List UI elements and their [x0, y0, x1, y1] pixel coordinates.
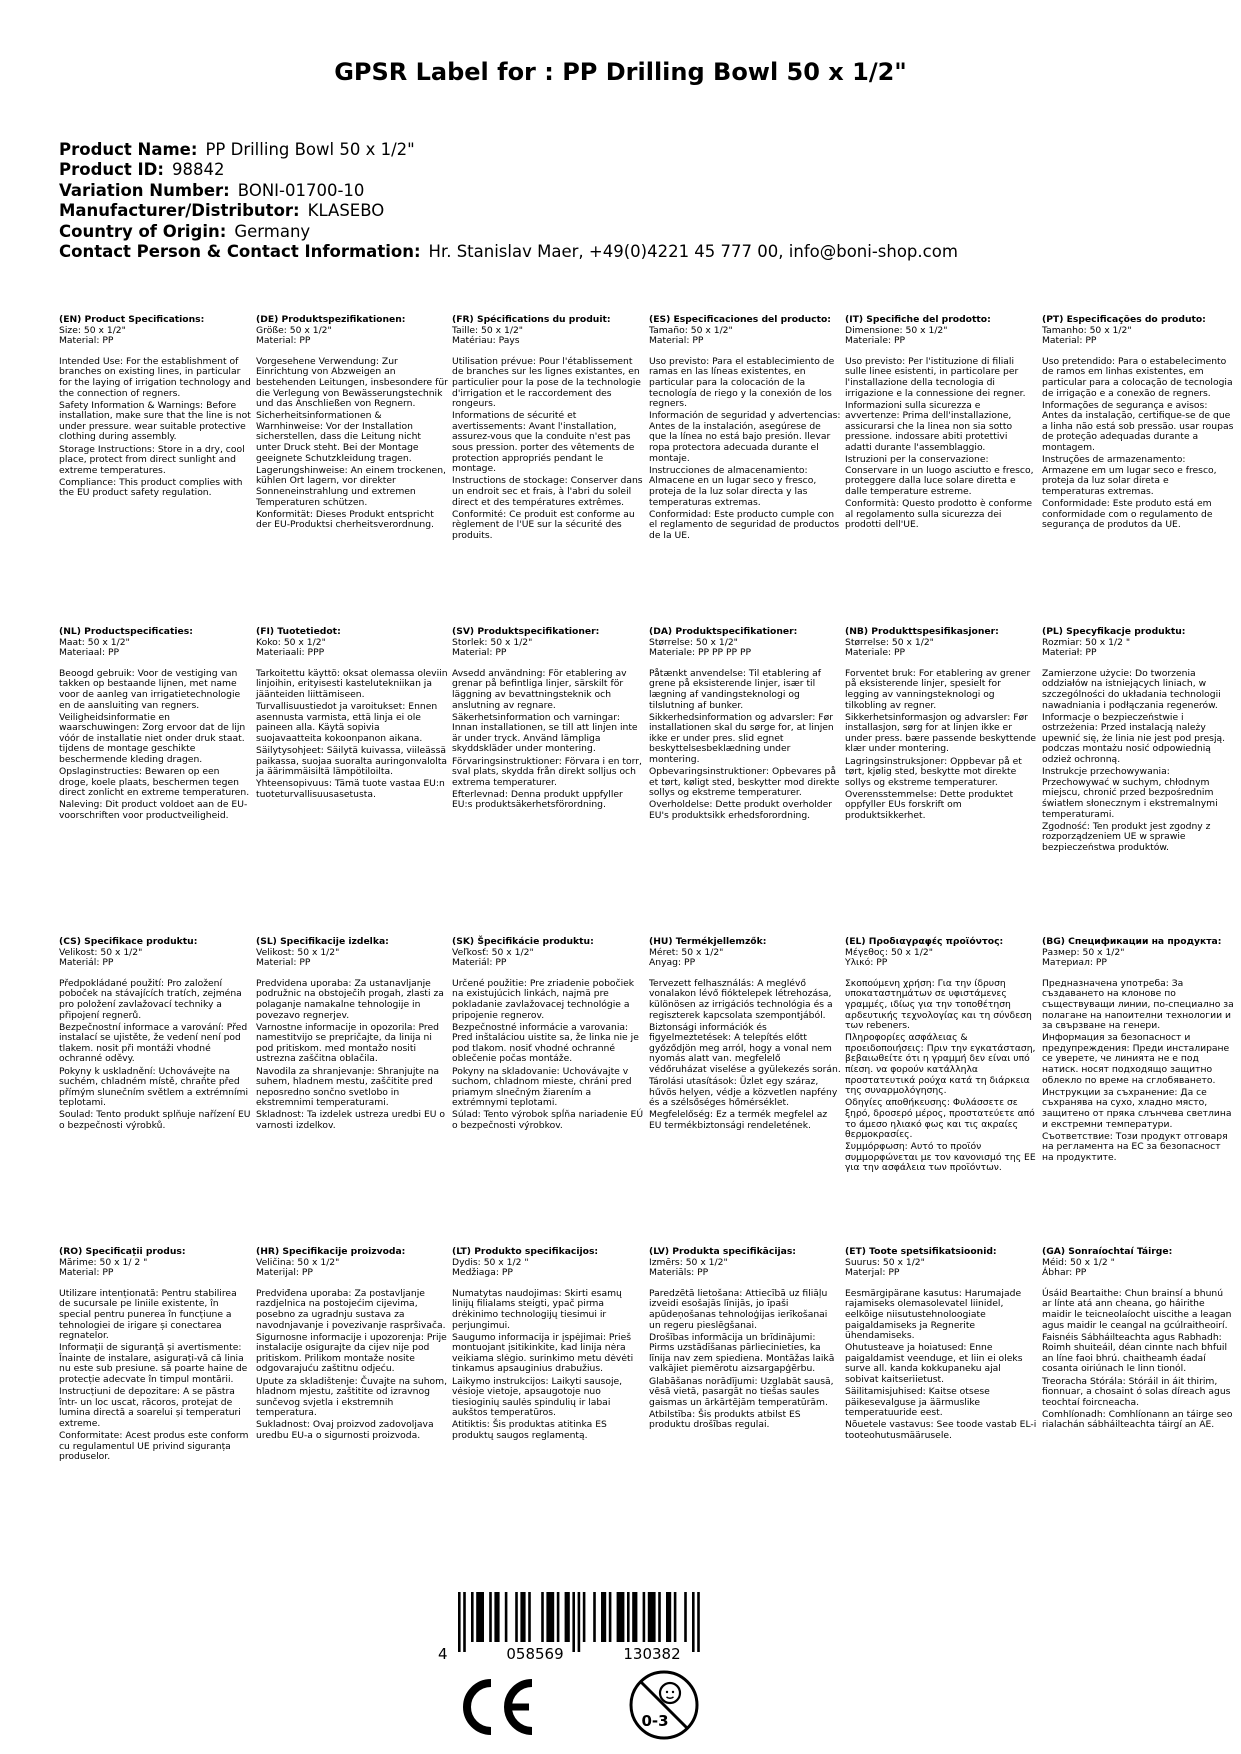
- spec-paragraph: Sikkerhedsinformation og advarsler: Før installationen skal du sørge for, at linjen ikke er under pres. slid egnet beskyttelsesbeklædning under montering.: [649, 711, 834, 766]
- spec-paragraph: Instrucțiuni de depozitare: A se păstra într- un loc uscat, răcoros, protejat de lumina directă a soarelui și temperaturi extreme.: [59, 1386, 241, 1429]
- spec-paragraph: Atitiktis: Šis produktas atitinka ES produktų saugos reglamentą.: [452, 1419, 607, 1441]
- barcode-bar: [520, 1592, 525, 1642]
- spec-paragraph: Predvidena uporaba: Za ustanavljanje podružnic na obstoječih progah, zlasti za polaganje namakalne tehnologije in povezavo regnerjev.: [256, 977, 444, 1021]
- spec-paragraph: Sukladnost: Ovaj proizvod zadovoljava uredbu EU-a o sigurnosti proizvoda.: [256, 1419, 434, 1441]
- spec-heading: (FI) Tuotetiedot:: [256, 626, 341, 637]
- product-info-row: [59, 201, 958, 221]
- spec-heading: (EL) Προδιαγραφές προϊόντος:: [845, 936, 1004, 947]
- product-info-row: [59, 242, 958, 262]
- barcode-digit-prefix: 4: [438, 1645, 448, 1662]
- spec-heading: (RO) Specificații produs:: [59, 1246, 186, 1257]
- spec-block: [256, 937, 448, 1133]
- spec-block: [452, 1247, 644, 1443]
- spec-heading: (HU) Termékjellemzők:: [649, 936, 767, 947]
- product-info-value: Hr. Stanislav Maer, +49(0)4221 45 777 00, info@boni-shop.com: [428, 242, 958, 262]
- spec-paragraph: Numatytas naudojimas: Skirti esamų linijų filialams steigti, ypač pirma drėkinimo technologijų tiesimui ir perjungimui.: [452, 1287, 622, 1331]
- spec-paragraph: Förvaringsinstruktioner: Förvara i en torr, sval plats, skydda från direkt solljus och extrema temperaturer.: [452, 755, 642, 788]
- spec-paragraph: Informações de segurança e avisos: Antes da instalação, certifique-se de que a linha não está sob pressão. usar roupas de proteção adequadas durante a montagem.: [1042, 399, 1234, 454]
- spec-paragraph: Bezpečnostní informace a varování: Před instalací se ujistěte, že vedení není pod tlakem. nosit při montáži vhodné ochranné oděvy.: [59, 1021, 248, 1065]
- barcode-bar: [489, 1592, 492, 1642]
- spec-paragraph: Säilytysohjeet: Säilytä kuivassa, viileässä paikassa, suojaa suoralta auringonvalolta ja äärimmäisiltä lämpötiloilta.: [256, 744, 448, 778]
- barcode-bar: [557, 1592, 560, 1642]
- spec-material: Материал: PP: [1042, 957, 1107, 969]
- barcode-bar: [593, 1592, 596, 1642]
- product-info-row: [59, 140, 958, 160]
- spec-material: Medžiaga: PP: [452, 1267, 513, 1279]
- age-warning-0-3-icon: [628, 1669, 700, 1741]
- spec-paragraph: Zamierzone użycie: Do tworzenia oddziałów na istniejących liniach, w szczególności do układania technologii nawadniania i podłączania regenerów.: [1042, 667, 1221, 711]
- product-info-value: PP Drilling Bowl 50 x 1/2": [205, 140, 415, 159]
- barcode-bar: [458, 1592, 461, 1652]
- barcode-bar: [697, 1592, 700, 1652]
- spec-material: Materiál: PP: [59, 957, 114, 969]
- spec-paragraph: Påtænkt anvendelse: Til etablering af grene på eksisterende linjer, især til lægning af vandingsteknologi og tilslutning af bunker.: [649, 667, 821, 711]
- spec-block: [845, 1247, 1037, 1443]
- spec-paragraph: Ohutusteave ja hoiatused: Enne paigaldamist veenduge, et liin ei oleks surve all. kanda kokkupaneku ajal sobivat kaitseriietust.: [845, 1342, 1023, 1386]
- barcode-bars: [458, 1592, 700, 1652]
- barcode-bar: [609, 1592, 612, 1642]
- spec-heading: (GA) Sonraíochtaí Táirge:: [1042, 1246, 1173, 1257]
- spec-paragraph: Overholdelse: Dette produkt overholder EU's produktsikk erhedsforordning.: [649, 799, 833, 821]
- barcode-bar: [583, 1592, 586, 1642]
- spec-paragraph: Conformidade: Este produto está em conformidade com o regulamento de segurança de produtos da UE.: [1042, 498, 1213, 531]
- spec-size: Størrelse: 50 x 1/2": [649, 636, 738, 648]
- spec-heading: (CS) Specifikace produktu:: [59, 936, 198, 947]
- spec-paragraph: Saugumo informacija ir įspėjimai: Prieš montuojant įsitikinkite, kad linija nėra veikiama slėgio. surinkimo metu dėvėti tinkamus apsauginius drabužius.: [452, 1331, 634, 1375]
- spec-paragraph: Sigurnosne informacije i upozorenja: Prije instalacije osigurajte da cijev nije pod pritiskom. Prilikom montaže nosite odgovarajuću zaštitnu odjeću.: [256, 1331, 447, 1375]
- spec-material: Materiale: PP PP PP PP: [649, 647, 752, 659]
- spec-material: Material: PP: [59, 335, 114, 347]
- spec-heading: (LT) Produkto specifikacijos:: [452, 1246, 599, 1257]
- product-info-label: Country of Origin:: [59, 221, 227, 241]
- spec-heading: (BG) Спецификации на продукта:: [1042, 936, 1222, 947]
- spec-paragraph: Информация за безопасност и предупреждения: Преди инсталиране се уверете, че линията не е под натиск. носят подходящо защитно облекло по време на сглобяването.: [1042, 1032, 1230, 1086]
- spec-paragraph: Οδηγίες αποθήκευσης: Φυλάσσετε σε ξηρό, δροσερό μέρος, προστατεύετε από το άμεσο ηλιακό φως και τις ακραίες θερμοκρασίες.: [845, 1097, 1035, 1141]
- spec-heading: (NB) Produkttspesifikasjoner:: [845, 626, 999, 637]
- spec-block: [59, 315, 251, 501]
- spec-paragraph: Laikymo instrukcijos: Laikyti sausoje, vėsioje vietoje, apsaugotoje nuo tiesioginių saulės spindulių ir labai aukštos temperatūros.: [452, 1375, 623, 1419]
- product-info-value: BONI-01700-10: [237, 180, 365, 200]
- spec-material: Materijal: PP: [256, 1267, 313, 1279]
- spec-heading: (NL) Productspecificaties:: [59, 626, 193, 637]
- spec-block: [845, 627, 1037, 823]
- spec-material: Anyag: PP: [649, 957, 696, 969]
- spec-paragraph: Treoracha Stórála: Stóráil in áit thirim, fionnuar, a chosaint ó solas díreach agus teochtaí foircneacha.: [1042, 1375, 1231, 1408]
- spec-paragraph: Informations de sécurité et avertissements: Avant l'installation, assurez-vous que la conduite n'est pas sous pression. porter des vêtements de protection appropriés pendant le montage.: [452, 410, 635, 475]
- barcode: [430, 1592, 760, 1662]
- spec-heading: (ES) Especificaciones del producto:: [649, 314, 831, 325]
- spec-heading: (PT) Especificações do produto:: [1042, 314, 1206, 325]
- barcode-bar: [463, 1592, 466, 1652]
- spec-paragraph: Avsedd användning: För etablering av grenar på befintliga linjer, särskilt för läggning av bevattningsteknik och anslutning av regnare.: [452, 667, 627, 711]
- spec-paragraph: Navodila za shranjevanje: Shranjujte na suhem, hladnem mestu, zaščitite pred neposredno sončno svetlobo in ekstremnimi temperaturami.: [256, 1065, 440, 1109]
- spec-size: Veľkosť: 50 x 1/2": [452, 946, 534, 958]
- spec-material: Materjal: PP: [845, 1267, 900, 1279]
- spec-paragraph: Utilizare intenționată: Pentru stabilirea de sucursale pe liniile existente, în special pentru punerea în funcțiune a tehnologiei de irigare și conectarea regnatelor.: [59, 1287, 237, 1342]
- product-info-row: [59, 160, 958, 180]
- product-info-value: 98842: [171, 160, 225, 180]
- spec-block: [256, 627, 448, 802]
- barcode-bar: [632, 1592, 637, 1642]
- spec-material: Materiał: PP: [1042, 647, 1097, 659]
- spec-size: Méret: 50 x 1/2": [649, 946, 724, 958]
- spec-paragraph: Skladnost: Ta izdelek ustreza uredbi EU o varnosti izdelkov.: [256, 1109, 446, 1131]
- spec-material: Materiāls: PP: [649, 1267, 709, 1279]
- barcode-bar: [627, 1592, 630, 1642]
- spec-material: Materiale: PP: [845, 647, 906, 659]
- spec-heading: (IT) Specifiche del prodotto:: [845, 314, 991, 325]
- product-info: [59, 140, 958, 262]
- spec-paragraph: Nõuetele vastavus: See toode vastab EL-i tooteohutusmäärusele.: [845, 1419, 1037, 1441]
- spec-heading: (SV) Produktspecifikationer:: [452, 626, 600, 637]
- barcode-bar: [572, 1592, 575, 1652]
- spec-heading: (ET) Toote spetsifikatsioonid:: [845, 1246, 997, 1257]
- spec-paragraph: Conformità: Questo prodotto è conforme al regolamento sulla sicurezza dei prodotti dell'UE.: [845, 498, 1033, 531]
- barcode-bar: [541, 1592, 544, 1642]
- spec-paragraph: Pokyny na skladovanie: Uchovávajte v suchom, chladnom mieste, chráni pred priamym slnečným žiarením a extrémnymi teplotami.: [452, 1065, 632, 1109]
- spec-paragraph: Atbilstība: Šis produkts atbilst ES produktu drošības regulai.: [649, 1408, 801, 1431]
- barcode-bar: [643, 1592, 646, 1642]
- spec-paragraph: Säkerhetsinformation och varningar: Innan installationen, se till att linjen inte är under tryck. Använd lämpliga skyddskläder under montering.: [452, 711, 638, 755]
- spec-paragraph: Uso previsto: Para el establecimiento de ramas en las líneas existentes, en particular para la colocación de la tecnología de riego y la conexión de los regners.: [649, 355, 835, 410]
- spec-size: Tamaño: 50 x 1/2": [649, 324, 733, 336]
- barcode-bar: [565, 1592, 570, 1642]
- spec-paragraph: Varnostne informacije in opozorila: Pred namestitvijo se prepričajte, da linija ni pod pritiskom. med montažo nositi ustrezna zaščitna oblačila.: [256, 1021, 439, 1065]
- spec-material: Υλικό: PP: [845, 957, 888, 969]
- barcode-bar: [666, 1592, 671, 1642]
- spec-paragraph: Forventet bruk: For etablering av grener på eksisterende linjer, spesielt for legging av vanningsteknologi og tilkobling av regner.: [845, 667, 1031, 711]
- spec-block: [59, 937, 251, 1133]
- barcode-bar: [546, 1592, 554, 1642]
- spec-size: Rozmiar: 50 x 1/2 ": [1042, 636, 1131, 648]
- spec-paragraph: Biztonsági információk és figyelmeztetések: A telepítés előtt győződjön meg arról, hogy a vonal nem nyomás alatt van. megfelelő védőruházat viselése a gyülekezés során.: [649, 1021, 841, 1076]
- spec-block: [452, 627, 644, 813]
- spec-block: [1042, 315, 1234, 532]
- spec-material: Ábhar: PP: [1042, 1267, 1087, 1279]
- spec-paragraph: Konformität: Dieses Produkt entspricht der EU-Produktsi cherheitsverordnung.: [256, 508, 434, 531]
- spec-size: Velikost: 50 x 1/2": [59, 946, 143, 958]
- spec-size: Tamanho: 50 x 1/2": [1042, 324, 1132, 336]
- spec-heading: (SL) Specifikacije izdelka:: [256, 936, 389, 947]
- barcode-bar: [528, 1592, 531, 1642]
- product-info-row: [59, 222, 958, 242]
- spec-paragraph: Intended Use: For the establishment of branches on existing lines, in particular for the laying of irrigation technology and the connection of regners.: [59, 355, 251, 399]
- product-info-label: Product ID:: [59, 160, 164, 180]
- spec-heading: (EN) Product Specifications:: [59, 314, 205, 325]
- spec-heading: (PL) Specyfikacje produktu:: [1042, 626, 1186, 637]
- spec-size: Μέγεθος: 50 x 1/2": [845, 946, 933, 958]
- spec-paragraph: Soulad: Tento produkt splňuje nařízení EU o bezpečnosti výrobků.: [59, 1109, 251, 1131]
- spec-size: Méid: 50 x 1/2 ": [1042, 1256, 1115, 1268]
- spec-material: Materiaali: PPP: [256, 647, 325, 659]
- spec-block: [59, 1247, 251, 1464]
- barcode-bar: [471, 1592, 474, 1642]
- spec-paragraph: Glabāšanas norādījumi: Uzglabāt sausā, vēsā vietā, pasargāt no tiešas saules gaismas un ārkārtējām temperatūrām.: [649, 1375, 834, 1408]
- spec-paragraph: Sicherheitsinformationen & Warnhinweise: Vor der Installation sicherstellen, dass die Leitung nicht unter Druck steht. Bei der Montage geeignete Schutzkleidung tragen.: [256, 410, 422, 464]
- spec-block: [845, 937, 1037, 1175]
- spec-heading: (LV) Produkta specifikācijas:: [649, 1246, 796, 1257]
- spec-paragraph: Upute za skladištenje: Čuvajte na suhom, hladnom mjestu, zaštitite od izravnog sunčevog svjetla i ekstremnih temperatura.: [256, 1375, 448, 1419]
- spec-size: Размер: 50 x 1/2": [1042, 946, 1125, 958]
- spec-paragraph: Sikkerhetsinformasjon og advarsler: Før installasjon, sørg for at linjen ikke er under press. bære passende beskyttende klær under montering.: [845, 711, 1037, 755]
- spec-paragraph: Съответствие: Този продукт отговаря на регламента на ЕС за безопасност на продуктите.: [1042, 1130, 1228, 1163]
- spec-block: [256, 1247, 448, 1443]
- spec-material: Materiaal: PP: [59, 647, 120, 659]
- spec-size: Size: 50 x 1/2": [59, 324, 126, 336]
- spec-paragraph: Bezpečnostné informácie a varovania: Pred inštaláciou uistite sa, že linka nie je pod tlakom. nosiť vhodné ochranné oblečenie počas montáže.: [452, 1021, 639, 1065]
- spec-size: Izmērs: 50 x 1/2": [649, 1256, 728, 1268]
- spec-paragraph: Compliance: This product complies with the EU product safety regulation.: [59, 476, 243, 499]
- spec-paragraph: Informacje o bezpieczeństwie i ostrzeżenia: Przed instalacją należy upewnić się, że linia nie jest pod presją. podczas montażu nosić odpowiednią odzież ochronną.: [1042, 711, 1226, 766]
- page-title: GPSR Label for : PP Drilling Bowl 50 x 1/2": [334, 58, 907, 86]
- spec-size: Størrelse: 50 x 1/2": [845, 636, 934, 648]
- spec-paragraph: Conformitate: Acest produs este conform cu regulamentul UE privind siguranța produselor.: [59, 1430, 249, 1463]
- spec-material: Material: PP: [649, 335, 704, 347]
- spec-block: [256, 315, 448, 532]
- barcode-bar: [601, 1592, 606, 1642]
- spec-size: Veličina: 50 x 1/2": [256, 1256, 340, 1268]
- spec-block: [649, 627, 841, 823]
- spec-paragraph: Megfelelőség: Ez a termék megfelel az EU termékbiztonsági rendeletének.: [649, 1109, 828, 1131]
- spec-paragraph: Eesmärgipärane kasutus: Harumajade rajamiseks olemasolevatel liinidel, eelkõige niisutustehnoloogiate paigaldamiseks ja Regnerite ühendamiseks.: [845, 1287, 1022, 1342]
- spec-size: Velikost: 50 x 1/2": [256, 946, 340, 958]
- spec-paragraph: Συμμόρφωση: Αυτό το προϊόν συμμορφώνεται με τον κανονισμό της ΕΕ για την ασφάλεια των προϊόντων.: [845, 1141, 1036, 1174]
- spec-size: Suurus: 50 x 1/2": [845, 1256, 925, 1268]
- spec-block: [452, 315, 644, 543]
- spec-block: [1042, 627, 1234, 855]
- spec-size: Größe: 50 x 1/2": [256, 324, 332, 336]
- spec-paragraph: Předpokládané použití: Pro založení poboček na stávajících tratích, zejména pro položení zavlažovací techniky a připojení regnerů.: [59, 977, 242, 1021]
- spec-paragraph: Predviđena uporaba: Za postavljanje razdjelnica na postojećim cijevima, posebno za ugradnju sustava za navodnjavanje i povezivanje raspršivača.: [256, 1287, 446, 1331]
- spec-paragraph: Información de seguridad y advertencias: Antes de la instalación, asegúrese de que la línea no está bajo presión. llevar ropa protectora adecuada durante el montaje.: [649, 410, 841, 464]
- barcode-bar: [658, 1592, 661, 1642]
- ce-mark-icon: [455, 1678, 537, 1736]
- spec-paragraph: Instruções de armazenamento: Armazene em um lugar seco e fresco, proteja da luz solar direta e temperaturas extremas.: [1042, 454, 1217, 497]
- spec-material: Material: PP: [256, 335, 311, 347]
- spec-material: Material: PP: [1042, 335, 1097, 347]
- spec-paragraph: Uso previsto: Per l'istituzione di filiali sulle linee esistenti, in particolare per l'installazione della tecnologia di irrigazione e la connessione dei regner.: [845, 355, 1026, 399]
- spec-paragraph: Informații de siguranță și avertismente: Înainte de instalare, asigurați-vă că linia nu este sub presiune. să poarte haine de protecție adecvate în timpul montării.: [59, 1342, 248, 1386]
- spec-heading: (FR) Spécifications du produit:: [452, 314, 611, 325]
- spec-paragraph: Uso pretendido: Para o estabelecimento de ramos em linhas existentes, em particular para a colocação de tecnologia de irrigação e a conexão de regners.: [1042, 355, 1233, 399]
- barcode-bar: [578, 1592, 581, 1652]
- spec-paragraph: Lagringsinstruksjoner: Oppbevar på et tørt, kjølig sted, beskytte mot direkte sollys og ekstreme temperaturer.: [845, 755, 1022, 788]
- product-info-value: Germany: [234, 221, 311, 241]
- spec-size: Dydis: 50 x 1/2 ": [452, 1256, 529, 1268]
- spec-paragraph: Turvallisuustiedot ja varoitukset: Ennen asennusta varmista, että linja ei ole paineen alla. Käytä sopivia suojavaatteita kokoonpanon aikana.: [256, 701, 438, 744]
- spec-paragraph: Veiligheidsinformatie en waarschuwingen: Zorg ervoor dat de lijn vóór de installatie niet onder druk staat. tijdens de montage geschikte beschermende kleding dragen.: [59, 711, 246, 766]
- spec-size: Storlek: 50 x 1/2": [452, 636, 533, 648]
- spec-paragraph: Overensstemmelse: Dette produktet oppfyller EUs forskrift om produktsikkerhet.: [845, 788, 1014, 821]
- barcode-bar: [692, 1592, 695, 1652]
- spec-material: Material: PP: [452, 647, 507, 659]
- barcode-bar: [494, 1592, 499, 1642]
- spec-size: Koko: 50 x 1/2": [256, 636, 326, 648]
- spec-paragraph: Tervezett felhasználás: A meglévő vonalakon lévő fióktelepek létrehozása, különösen az irrigációs technológia és a regiszterek kapcsolata szempontjából.: [649, 977, 833, 1021]
- spec-paragraph: Säilitamisjuhised: Kaitse otsese päikesevalguse ja äärmuslike temperatuuride eest.: [845, 1386, 990, 1419]
- barcode-bar: [515, 1592, 518, 1642]
- spec-paragraph: Lagerungshinweise: An einem trockenen, kühlen Ort lagern, vor direkter Sonneneinstrahlung und extremen Temperaturen schützen.: [256, 464, 446, 508]
- spec-paragraph: Informazioni sulla sicurezza e avvertenze: Prima dell'installazione, assicurarsi che la linea non sia sotto pressione. indossare abiti protettivi adatti durante l'assemblaggio.: [845, 399, 1013, 454]
- spec-paragraph: Tarkoitettu käyttö: oksat olemassa oleviin linjoihin, erityisesti kastelutekniikan ja jäänteiden liittämiseen.: [256, 667, 448, 700]
- spec-block: [1042, 937, 1234, 1165]
- spec-paragraph: Tárolási utasítások: Üzlet egy száraz, hűvös helyen, védje a közvetlen napfény és a szélsőséges hőmérséklet.: [649, 1076, 838, 1109]
- spec-material: Material: PP: [59, 1267, 114, 1279]
- spec-paragraph: Conformité: Ce produit est conforme au règlement de l'UE sur la sécurité des produits.: [452, 508, 635, 541]
- spec-paragraph: Paredzētā lietošana: Attiecībā uz filiāļu izveidi esošajās līnijās, jo īpaši apūdeņošanas tehnoloģijas ierīkošanai un regeru pieslēgšanai.: [649, 1287, 828, 1331]
- spec-material: Material: PP: [256, 957, 311, 969]
- spec-block: [649, 315, 841, 543]
- spec-paragraph: Инструкции за съхранение: Да се съхранява на сухо, хладно място, защитено от пряка слънчева светлина и екстремни температури.: [1042, 1086, 1232, 1130]
- spec-material: Materiale: PP: [845, 335, 906, 347]
- spec-size: Taille: 50 x 1/2": [452, 324, 524, 336]
- spec-size: Maat: 50 x 1/2": [59, 636, 130, 648]
- product-info-label: Product Name:: [59, 140, 198, 159]
- spec-paragraph: Beoogd gebruik: Voor de vestiging van takken op bestaande lijnen, met name voor de aanleg van irrigatietechnologie en de aansluiting van regners.: [59, 667, 241, 711]
- spec-paragraph: Vorgesehene Verwendung: Zur Einrichtung von Abzweigen an bestehenden Leitungen, insbesondere für die Verlegung von Bewässerungstechnik und das Anschließen von Regnern.: [256, 355, 448, 410]
- barcode-digits-right: 130382: [623, 1645, 681, 1662]
- spec-paragraph: Instrucciones de almacenamiento: Almacene en un lugar seco y fresco, proteja de la luz solar directa y las temperaturas extremas.: [649, 464, 817, 508]
- age-label: 0-3: [641, 1712, 669, 1730]
- spec-paragraph: Comhlíonadh: Comhlíonann an táirge seo rialachán sábháilteachta táirgí an AE.: [1042, 1408, 1233, 1431]
- spec-paragraph: Naleving: Dit product voldoet aan de EU-voorschriften voor productveiligheid.: [59, 799, 248, 821]
- spec-heading: (HR) Specifikacije proizvoda:: [256, 1246, 406, 1257]
- spec-heading: (DA) Produktspecifikationer:: [649, 626, 798, 637]
- spec-paragraph: Efterlevnad: Denna produkt uppfyller EU:s produktsäkerhetsförordning.: [452, 788, 623, 811]
- spec-paragraph: Yhteensopivuus: Tämä tuote vastaa EU:n tuoteturvallisuusasetusta.: [256, 778, 445, 800]
- spec-paragraph: Предназначена употреба: За създаването на клонове по съществуващи линии, по-специално за полагане на напоителни технологии и за свързване на генери.: [1042, 977, 1234, 1032]
- spec-paragraph: Faisnéis Sábháilteachta agus Rabhadh: Roimh shuiteáil, déan cinnte nach bhfuil an líne faoi bhrú. chaitheamh éadaí cosanta oiriúnach le linn tionól.: [1042, 1331, 1228, 1375]
- spec-block: [1042, 1247, 1234, 1433]
- spec-paragraph: Safety Information & Warnings: Before installation, make sure that the line is not under pressure. wear suitable protective clothing during assembly.: [59, 399, 251, 443]
- product-info-row: [59, 181, 958, 201]
- spec-paragraph: Opslaginstructies: Bewaren op een droge, koele plaats, beschermen tegen direct zonlicht en extreme temperaturen.: [59, 766, 250, 799]
- barcode-bar: [674, 1592, 677, 1642]
- product-info-label: Contact Person & Contact Information:: [59, 242, 421, 262]
- spec-paragraph: Storage Instructions: Store in a dry, cool place, protect from direct sunlight and extreme temperatures.: [59, 443, 245, 476]
- product-info-label: Manufacturer/Distributor:: [59, 201, 300, 221]
- spec-paragraph: Súlad: Tento výrobok spĺňa nariadenie EÚ o bezpečnosti výrobkov.: [452, 1109, 644, 1131]
- spec-block: [845, 315, 1037, 532]
- spec-block: [452, 937, 644, 1133]
- spec-paragraph: Instructions de stockage: Conserver dans un endroit sec et frais, à l'abri du soleil direct et des températures extrêmes.: [452, 475, 643, 508]
- spec-material: Matériau: Pays: [452, 335, 520, 347]
- spec-paragraph: Σκοπούμενη χρήση: Για την ίδρυση υποκαταστημάτων σε υφιστάμενες γραμμές, ιδίως για την τοποθέτηση αρδευτικής τεχνολογίας και τη σύνδεση των rebeners.: [845, 977, 1032, 1032]
- spec-block: [59, 627, 251, 823]
- spec-heading: (SK) Špecifikácie produktu:: [452, 936, 594, 947]
- barcode-bar: [617, 1592, 625, 1642]
- spec-paragraph: Instrukcje przechowywania: Przechowywać w suchym, chłodnym miejscu, chronić przed bezpośrednim światłem słonecznym i ekstremalnymi temperaturami.: [1042, 766, 1218, 820]
- spec-material: Materiál: PP: [452, 957, 507, 969]
- product-info-label: Variation Number:: [59, 180, 230, 200]
- product-info-value: KLASEBO: [307, 201, 385, 221]
- barcode-bar: [505, 1592, 508, 1642]
- spec-paragraph: Drošības informācija un brīdinājumi: Pirms uzstādīšanas pārliecinieties, ka līnija nav zem spiediena. Montāžas laikā valkājiet piemērotu aizsargapģērbu.: [649, 1331, 835, 1375]
- barcode-bar: [684, 1592, 687, 1642]
- spec-paragraph: Πληροφορίες ασφάλειας & προειδοποιήσεις: Πριν την εγκατάσταση, βεβαιωθείτε ότι η γραμμή δεν είναι υπό πίεση. να φορούν κατάλληλα προστατευτικά ρούχα κατά τη διάρκεια της συναρμολόγησης.: [845, 1032, 1036, 1097]
- barcode-digits-left: 058569: [506, 1645, 564, 1662]
- barcode-bar: [476, 1592, 484, 1642]
- spec-paragraph: Pokyny k uskladnění: Uchovávejte na suchém, chladném místě, chraňte před přímým slunečním světlem a extrémními teplotami.: [59, 1065, 249, 1109]
- barcode-bar: [648, 1592, 656, 1642]
- spec-size: Mărime: 50 x 1/ 2 ": [59, 1256, 148, 1268]
- spec-paragraph: Zgodność: Ten produkt jest zgodny z rozporządzeniem UE w sprawie bezpieczeństwa produktów.: [1042, 820, 1211, 853]
- spec-heading: (DE) Produktspezifikationen:: [256, 314, 406, 325]
- spec-paragraph: Conformidad: Este producto cumple con el reglamento de seguridad de productos de la UE.: [649, 508, 840, 541]
- spec-size: Dimensione: 50 x 1/2": [845, 324, 948, 336]
- spec-paragraph: Určené použitie: Pre zriadenie pobočiek na existujúcich linkách, najmä pre pokladanie zavlažovacej technológie a pripojenie regnerov.: [452, 977, 635, 1021]
- spec-paragraph: Opbevaringsinstruktioner: Opbevares på et tørt, køligt sted, beskytter mod direkte sollys og ekstreme temperaturer.: [649, 766, 840, 799]
- spec-block: [649, 937, 841, 1133]
- spec-block: [649, 1247, 841, 1433]
- spec-paragraph: Úsáid Beartaithe: Chun brainsí a bhunú ar línte atá ann cheana, go háirithe maidir le teicneolaíocht uiscithe a leagan agus maidir le ceangal na gcúlraitheoirí.: [1042, 1287, 1232, 1331]
- spec-paragraph: Istruzioni per la conservazione: Conservare in un luogo asciutto e fresco, proteggere dalla luce solare diretta e dalle temperature estreme.: [845, 454, 1034, 497]
- spec-paragraph: Utilisation prévue: Pour l'établissement de branches sur les lignes existantes, en particulier pour la pose de la technologie d'irrigation et le raccordement des rongeurs.: [452, 355, 641, 410]
